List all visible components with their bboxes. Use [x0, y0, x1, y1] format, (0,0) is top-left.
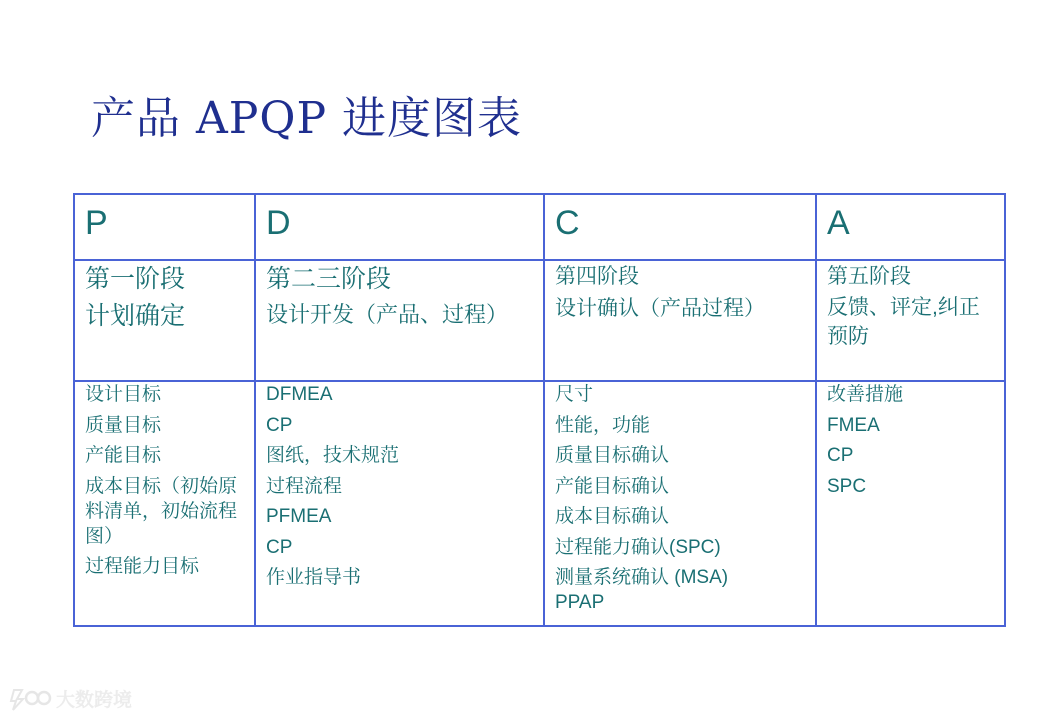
logo-icon	[8, 686, 52, 712]
list-item: CP	[266, 414, 293, 436]
list-item: 作业指导书	[266, 567, 362, 588]
list-item: 产能目标	[85, 445, 162, 466]
phase-header-d: D	[255, 194, 544, 260]
list-item: 性能，功能	[555, 414, 651, 436]
stage-row	[74, 260, 1005, 381]
stage-title: 第四阶段	[555, 265, 639, 288]
phase-header-p: P	[74, 194, 255, 260]
list-item: 尺寸	[555, 384, 594, 405]
items-cell-p	[74, 381, 255, 626]
phase-header-c: C	[544, 194, 816, 260]
stage-title: 第五阶段	[827, 265, 911, 288]
list-item: PFMEA	[266, 506, 332, 527]
list-item: 测量系统确认 (MSA)	[555, 567, 729, 588]
list-item: 改善措施	[827, 384, 904, 405]
stage-subtitle: 反馈、评定,纠正预防	[827, 296, 980, 348]
stage-cell-p	[74, 260, 255, 381]
stage-cell-d	[255, 260, 544, 381]
watermark-text: 大数跨境	[56, 690, 133, 711]
list-item: CP	[266, 536, 293, 558]
list-item: 过程能力确认(SPC)	[555, 536, 721, 558]
stage-subtitle: 设计确认（产品过程）	[555, 297, 765, 320]
list-item: 设计目标	[85, 384, 162, 405]
phase-header-row	[74, 194, 1005, 260]
items-cell-c	[544, 381, 816, 626]
list-item: 产能目标确认	[555, 475, 670, 497]
stage-subtitle: 设计开发（产品、过程）	[266, 302, 509, 327]
stage-title: 第一阶段	[85, 265, 186, 293]
list-item: DFMEA	[266, 384, 333, 405]
stage-cell-a	[816, 260, 1005, 381]
items-cell-a	[816, 381, 1005, 626]
list-item: 成本目标（初始原料清单，初始流程图）	[85, 475, 238, 547]
stage-title: 第二三阶段	[266, 265, 392, 293]
list-item: FMEA	[827, 414, 880, 436]
list-item: SPC	[827, 475, 867, 497]
phase-header-a: A	[816, 194, 1005, 260]
list-item: 质量目标	[85, 414, 162, 436]
list-item: CP	[827, 445, 854, 466]
page-title: 产品 APQP 进度图表	[91, 93, 523, 144]
stage-cell-c	[544, 260, 816, 381]
stage-subtitle: 计划确定	[85, 302, 186, 330]
deliverables-row	[74, 381, 1005, 626]
list-item: 质量目标确认	[555, 445, 670, 466]
list-item: 过程能力目标	[85, 556, 200, 577]
watermark	[8, 685, 132, 712]
items-cell-d	[255, 381, 544, 626]
list-item: 图纸，技术规范	[266, 445, 400, 466]
list-item: 成本目标确认	[555, 506, 670, 527]
list-item: PPAP	[555, 592, 605, 613]
apqp-table	[73, 193, 1006, 627]
list-item: 过程流程	[266, 475, 343, 497]
